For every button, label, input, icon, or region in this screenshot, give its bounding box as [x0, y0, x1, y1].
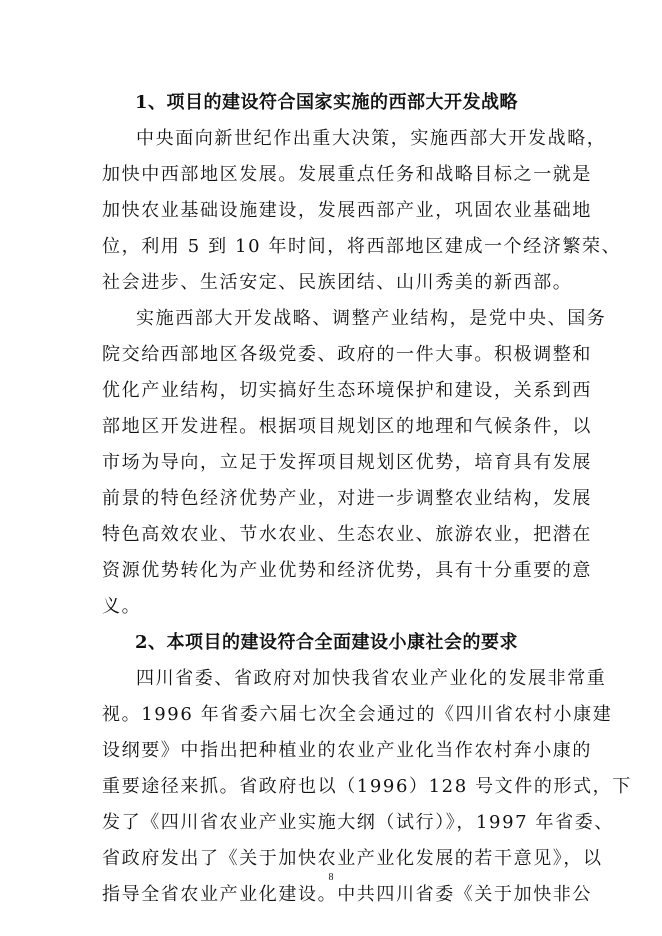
section-2-para-1-line-6: 省政府发出了《关于加快农业产业化发展的若干意见》，以: [102, 848, 603, 869]
section-1-para-2-line-9: 义。: [102, 596, 142, 617]
section-1-para-2-line-3: 优化产业结构，切实搞好生态环境保护和建设，关系到西: [102, 380, 592, 401]
section-1-para-2-line-5: 市场为导向，立足于发挥项目规划区优势，培育具有发展: [102, 452, 592, 473]
section-1-para-1-line-5: 社会进步、生活安定、民族团结、山川秀美的新西部。: [102, 272, 573, 293]
section-2-para-1-line-7: 指导全省农业产业化建设。中共四川省委《关于加快非公: [102, 884, 592, 905]
section-1-para-2-line-7: 特色高效农业、节水农业、生态农业、旅游农业，把潜在: [102, 524, 592, 545]
section-1-para-1-line-4: 位，利用 5 到 10 年时间，将西部地区建成一个经济繁荣、: [102, 236, 622, 257]
section-2-para-1-line-5: 发了《四川省农业产业实施大纲（试行）》，1997 年省委、: [102, 812, 614, 833]
section-1-para-2-line-2: 院交给西部地区各级党委、政府的一件大事。积极调整和: [102, 344, 592, 365]
section-1-heading: 1、项目的建设符合国家实施的西部大开发战略: [135, 92, 519, 113]
page-number: 8: [328, 872, 334, 883]
section-1-para-2-line-1: 实施西部大开发战略、调整产业结构，是党中央、国务: [136, 308, 607, 329]
section-1-para-2-line-4: 部地区开发进程。根据项目规划区的地理和气候条件，以: [102, 416, 592, 437]
section-2-heading: 2、本项目的建设符合全面建设小康社会的要求: [135, 632, 519, 653]
section-1-para-1-line-2: 加快中西部地区发展。发展重点任务和战略目标之一就是: [102, 164, 592, 185]
section-2-para-1-line-1: 四川省委、省政府对加快我省农业产业化的发展非常重: [136, 668, 607, 689]
section-1-para-1-line-3: 加快农业基础设施建设，发展西部产业，巩固农业基础地: [102, 200, 592, 221]
section-2-para-1-line-3: 设纲要》中指出把种植业的农业产业化当作农村奔小康的: [102, 740, 592, 761]
section-2-para-1-line-4: 重要途径来抓。省政府也以（1996）128 号文件的形式，下: [102, 776, 632, 797]
section-1-para-2-line-6: 前景的特色经济优势产业，对进一步调整农业结构，发展: [102, 488, 592, 509]
section-2-para-1-line-2: 视。1996 年省委六届七次全会通过的《四川省农村小康建: [102, 704, 613, 725]
section-1-para-1-line-1: 中央面向新世纪作出重大决策，实施西部大开发战略，: [136, 128, 607, 149]
section-1-para-2-line-8: 资源优势转化为产业优势和经济优势，具有十分重要的意: [102, 560, 592, 581]
